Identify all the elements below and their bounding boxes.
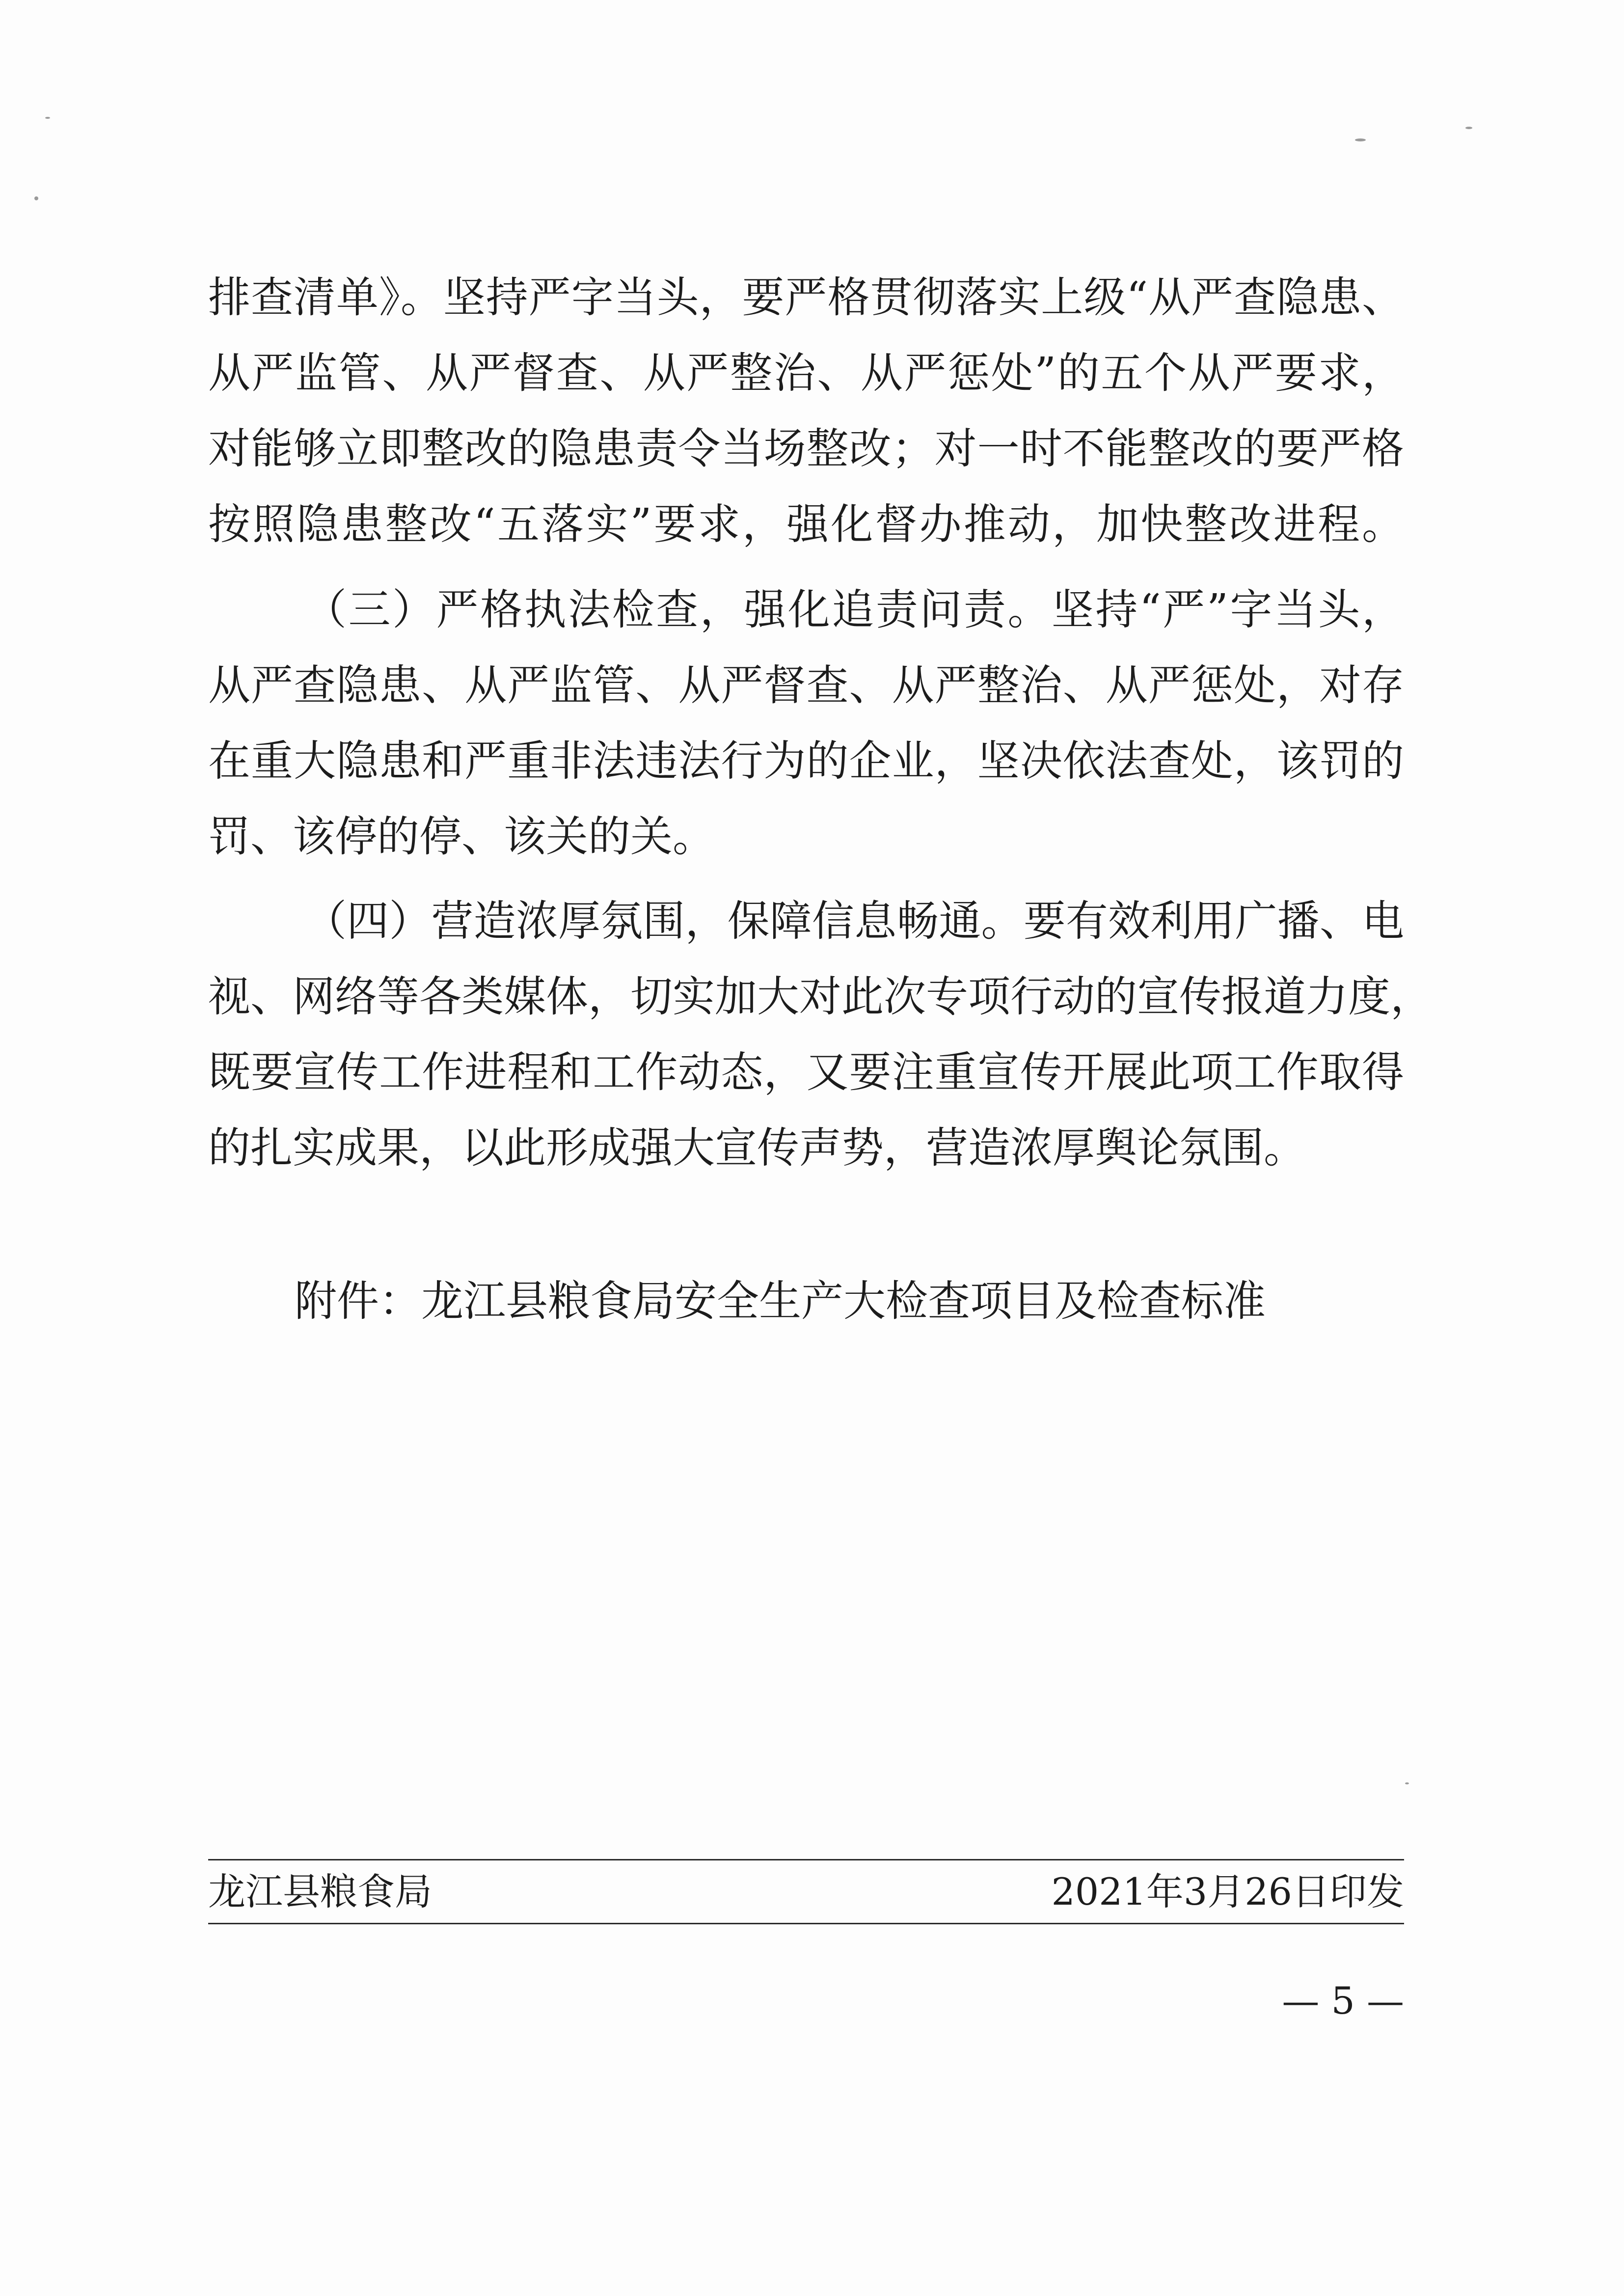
scan-speck — [1405, 1782, 1409, 1784]
footer-top-rule — [208, 1859, 1404, 1860]
issuing-organization: 龙江县粮食局 — [208, 1870, 432, 1913]
body-line: 排查清单》。坚持严字当头，要严格贯彻落实上级“从严查隐患、 — [208, 273, 1404, 322]
scan-speck — [1465, 127, 1472, 129]
body-line: 既要宣传工作进程和工作动态，又要注重宣传开展此项工作取得 — [208, 1048, 1404, 1097]
scan-speck — [45, 117, 50, 119]
attachment-note: 附件：龙江县粮食局安全生产大检查项目及检查标准 — [295, 1277, 1266, 1326]
body-line: 从严查隐患、从严监管、从严督查、从严整治、从严惩处，对存 — [208, 661, 1404, 710]
body-line: 的扎实成果，以此形成强大宣传声势，营造浓厚舆论氛围。 — [208, 1123, 1306, 1173]
page-number: — 5 — — [1282, 1979, 1404, 2023]
section-heading-line: （三）严格执法检查，强化追责问责。坚持“严”字当头， — [304, 585, 1404, 634]
body-line: 视、网络等各类媒体，切实加大对此次专项行动的宣传报道力度， — [208, 972, 1433, 1021]
scan-speck — [1355, 138, 1366, 141]
body-line: 罚、该停的停、该关的关。 — [208, 812, 715, 861]
scan-speck — [34, 196, 38, 200]
body-line: 对能够立即整改的隐患责令当场整改；对一时不能整改的要严格 — [208, 424, 1404, 473]
body-line: 按照隐患整改“五落实”要求，强化督办推动，加快整改进程。 — [208, 500, 1404, 549]
issue-date: 2021年3月26日印发 — [1051, 1870, 1404, 1913]
section-heading-line: （四）营造浓厚氛围，保障信息畅通。要有效利用广播、电 — [304, 897, 1404, 946]
body-line: 从严监管、从严督查、从严整治、从严惩处”的五个从严要求， — [208, 349, 1404, 398]
footer-bottom-rule — [208, 1923, 1404, 1924]
body-line: 在重大隐患和严重非法违法行为的企业，坚决依法查处，该罚的 — [208, 737, 1404, 786]
